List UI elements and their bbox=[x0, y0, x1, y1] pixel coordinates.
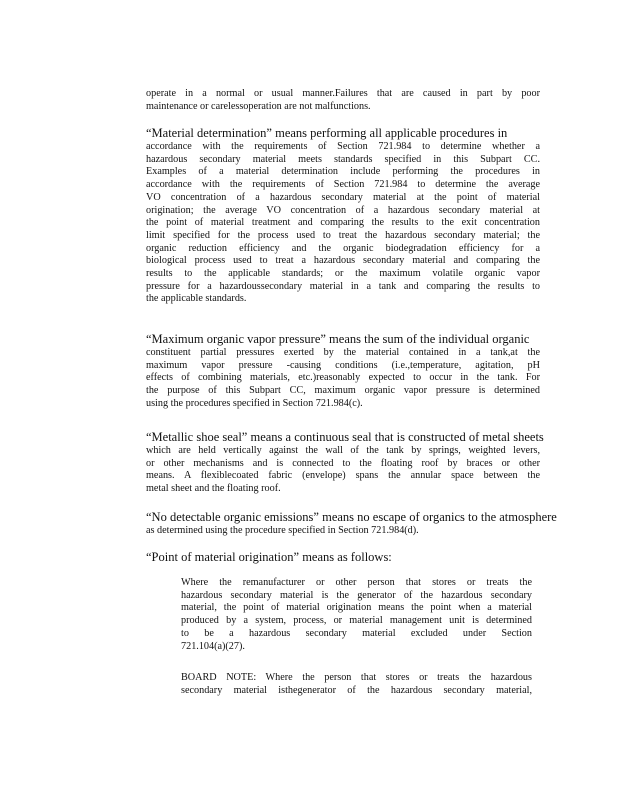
definition-maximum-organic-vapor-pressure bbox=[146, 332, 540, 411]
text-line: 721.104(a)(27). bbox=[181, 640, 245, 652]
board-note-paragraph bbox=[181, 672, 532, 697]
text-line: BOARD NOTE: Where the person that stores or treats the hazardous bbox=[181, 672, 532, 683]
text-line: Examples of a material determination include performing the procedures in bbox=[146, 166, 540, 178]
text-line: results to the applicable standards; or the maximum volatile organic vapor bbox=[146, 268, 540, 280]
definition-metallic-shoe-seal bbox=[146, 430, 544, 496]
text-line: or other mechanisms and is connected to the floating roof by braces or other bbox=[146, 457, 540, 469]
text-line: VO concentration of a hazardous secondary material at the point of material bbox=[146, 191, 540, 203]
definition-no-detectable-organic-emissions bbox=[146, 510, 557, 538]
text-line: material, the point of material origination means the point when a material bbox=[181, 602, 532, 614]
text-line: using the procedures specified in Section 721.984(c). bbox=[146, 397, 363, 409]
text-line: origination; the average VO concentration of a hazardous secondary material at bbox=[146, 204, 540, 216]
continued-paragraph bbox=[146, 88, 540, 113]
text-line: hazardous secondary material meets standards specified in this Subpart CC. bbox=[146, 153, 540, 165]
text-line: operate in a normal or usual manner.Failures that are caused in part by poor bbox=[146, 88, 540, 99]
text-line: effects of combining materials, etc.)reasonably expected to occur in the tank. For bbox=[146, 372, 540, 384]
text-line: as determined using the procedure specified in Section 721.984(d). bbox=[146, 525, 419, 536]
text-line: to be a hazardous secondary material excluded under Section bbox=[181, 627, 532, 639]
text-line: maximum vapor pressure -causing conditions (i.e.,temperature, agitation, pH bbox=[146, 359, 540, 371]
text-line: limit specified for the process used to treat the hazardous secondary material; the bbox=[146, 229, 540, 241]
text-line: maintenance or carelessoperation are not malfunctions. bbox=[146, 100, 371, 112]
text-line: constituent partial pressures exerted by the material contained in a tank,at the bbox=[146, 347, 540, 358]
text-line: organic reduction efficiency and the organic biodegradation efficiency for a bbox=[146, 242, 540, 254]
text-line: hazardous secondary material is the generator of the hazardous secondary bbox=[181, 589, 532, 601]
text-line: accordance with the requirements of Section 721.984 to determine whether a bbox=[146, 141, 540, 152]
text-line: the purpose of this Subpart CC, maximum organic vapor pressure is determined bbox=[146, 385, 540, 397]
definition-lead: “Material determination” means performing all applicable procedures in bbox=[146, 126, 508, 140]
definition-point-of-material-origination bbox=[146, 550, 540, 565]
text-line: pressure for a hazardoussecondary material in a tank and comparing the results to bbox=[146, 280, 540, 292]
text-line: produced by a system, process, or material management unit is determined bbox=[181, 615, 532, 627]
text-line: metal sheet and the floating roof. bbox=[146, 483, 281, 495]
text-line: accordance with the requirements of Section 721.984 to determine the average bbox=[146, 179, 540, 191]
text-line: secondary material isthegenerator of the hazardous secondary material, bbox=[181, 684, 532, 696]
indented-paragraph bbox=[181, 577, 532, 653]
definition-material-determination bbox=[146, 126, 540, 306]
text-line: Where the remanufacturer or other person that stores or treats the bbox=[181, 577, 532, 588]
definition-lead: “Metallic shoe seal” means a continuous seal that is constructed of metal sheets bbox=[146, 430, 544, 444]
text-line: the applicable standards. bbox=[146, 293, 247, 305]
text-line: the point of material treatment and comparing the results to the exit concentration bbox=[146, 217, 540, 229]
text-line: which are held vertically against the wall of the tank by springs, weighted levers, bbox=[146, 445, 540, 456]
definition-lead: “Maximum organic vapor pressure” means the sum of the individual organic bbox=[146, 332, 530, 346]
definition-lead: “No detectable organic emissions” means no escape of organics to the atmosphere bbox=[146, 510, 557, 524]
text-line: biological process used to treat a hazardous secondary material and comparing the bbox=[146, 255, 540, 267]
definition-lead: “Point of material origination” means as follows: bbox=[146, 550, 392, 564]
text-line: means. A flexiblecoated fabric (envelope) spans the annular space between the bbox=[146, 470, 540, 482]
